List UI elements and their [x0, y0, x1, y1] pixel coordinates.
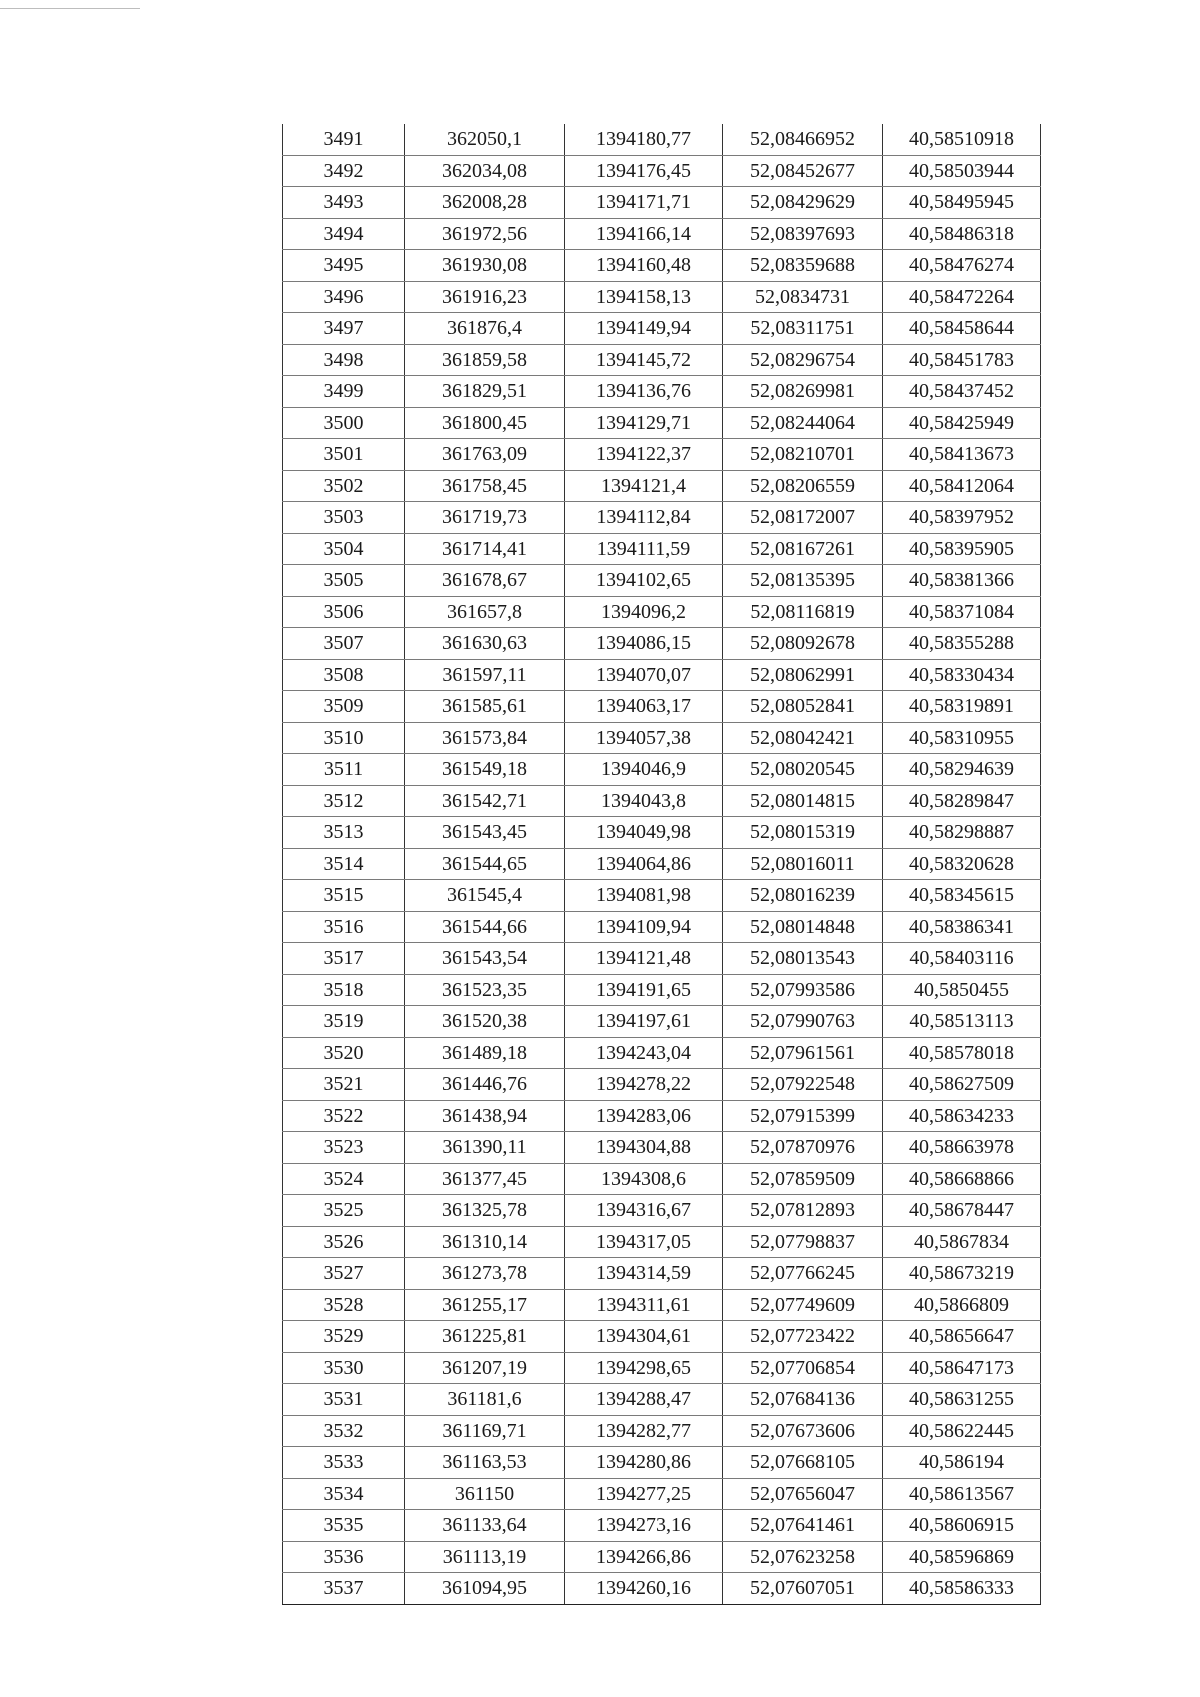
table-row	[283, 1415, 1041, 1447]
point-number-cell: 3506	[283, 596, 405, 628]
point-number-cell: 3528	[283, 1289, 405, 1321]
longitude-cell: 40,58586333	[883, 1573, 1041, 1605]
longitude-cell: 40,58289847	[883, 785, 1041, 817]
point-number-cell: 3523	[283, 1132, 405, 1164]
longitude-cell: 40,58412064	[883, 470, 1041, 502]
point-number-cell: 3531	[283, 1384, 405, 1416]
point-number-cell: 3502	[283, 470, 405, 502]
y-coordinate-cell: 1394283,06	[565, 1100, 723, 1132]
point-number-cell: 3520	[283, 1037, 405, 1069]
point-number-cell: 3533	[283, 1447, 405, 1479]
point-number-cell: 3493	[283, 187, 405, 219]
longitude-cell: 40,586194	[883, 1447, 1041, 1479]
table-row	[283, 659, 1041, 691]
x-coordinate-cell: 361573,84	[405, 722, 565, 754]
y-coordinate-cell: 1394176,45	[565, 155, 723, 187]
x-coordinate-cell: 361255,17	[405, 1289, 565, 1321]
longitude-cell: 40,58298887	[883, 817, 1041, 849]
x-coordinate-cell: 361207,19	[405, 1352, 565, 1384]
x-coordinate-cell: 361273,78	[405, 1258, 565, 1290]
table-row	[283, 1510, 1041, 1542]
table-row	[283, 1384, 1041, 1416]
longitude-cell: 40,58476274	[883, 250, 1041, 282]
latitude-cell: 52,07915399	[723, 1100, 883, 1132]
table-row	[283, 1132, 1041, 1164]
point-number-cell: 3510	[283, 722, 405, 754]
x-coordinate-cell: 362008,28	[405, 187, 565, 219]
table-row	[283, 1195, 1041, 1227]
latitude-cell: 52,0834731	[723, 281, 883, 313]
table-row	[283, 1163, 1041, 1195]
x-coordinate-cell: 361520,38	[405, 1006, 565, 1038]
y-coordinate-cell: 1394288,47	[565, 1384, 723, 1416]
point-number-cell: 3491	[283, 124, 405, 155]
longitude-cell: 40,5850455	[883, 974, 1041, 1006]
latitude-cell: 52,07870976	[723, 1132, 883, 1164]
latitude-cell: 52,07641461	[723, 1510, 883, 1542]
coordinates-table-body	[283, 124, 1041, 1604]
latitude-cell: 52,08397693	[723, 218, 883, 250]
x-coordinate-cell: 361630,63	[405, 628, 565, 660]
table-row	[283, 1541, 1041, 1573]
y-coordinate-cell: 1394122,37	[565, 439, 723, 471]
y-coordinate-cell: 1394121,4	[565, 470, 723, 502]
y-coordinate-cell: 1394171,71	[565, 187, 723, 219]
table-row	[283, 250, 1041, 282]
longitude-cell: 40,58495945	[883, 187, 1041, 219]
point-number-cell: 3505	[283, 565, 405, 597]
latitude-cell: 52,07673606	[723, 1415, 883, 1447]
x-coordinate-cell: 361545,4	[405, 880, 565, 912]
table-row	[283, 880, 1041, 912]
point-number-cell: 3537	[283, 1573, 405, 1605]
point-number-cell: 3536	[283, 1541, 405, 1573]
point-number-cell: 3500	[283, 407, 405, 439]
table-row	[283, 848, 1041, 880]
x-coordinate-cell: 361585,61	[405, 691, 565, 723]
x-coordinate-cell: 361876,4	[405, 313, 565, 345]
x-coordinate-cell: 361310,14	[405, 1226, 565, 1258]
longitude-cell: 40,58330434	[883, 659, 1041, 691]
longitude-cell: 40,58451783	[883, 344, 1041, 376]
x-coordinate-cell: 361181,6	[405, 1384, 565, 1416]
latitude-cell: 52,08014815	[723, 785, 883, 817]
latitude-cell: 52,07922548	[723, 1069, 883, 1101]
point-number-cell: 3498	[283, 344, 405, 376]
y-coordinate-cell: 1394145,72	[565, 344, 723, 376]
latitude-cell: 52,08296754	[723, 344, 883, 376]
point-number-cell: 3534	[283, 1478, 405, 1510]
x-coordinate-cell: 361094,95	[405, 1573, 565, 1605]
longitude-cell: 40,58403116	[883, 943, 1041, 975]
x-coordinate-cell: 361113,19	[405, 1541, 565, 1573]
table-row	[283, 502, 1041, 534]
point-number-cell: 3503	[283, 502, 405, 534]
y-coordinate-cell: 1394191,65	[565, 974, 723, 1006]
y-coordinate-cell: 1394063,17	[565, 691, 723, 723]
longitude-cell: 40,58578018	[883, 1037, 1041, 1069]
y-coordinate-cell: 1394096,2	[565, 596, 723, 628]
point-number-cell: 3496	[283, 281, 405, 313]
x-coordinate-cell: 361719,73	[405, 502, 565, 534]
table-row	[283, 596, 1041, 628]
latitude-cell: 52,07607051	[723, 1573, 883, 1605]
table-row	[283, 1352, 1041, 1384]
point-number-cell: 3499	[283, 376, 405, 408]
y-coordinate-cell: 1394277,25	[565, 1478, 723, 1510]
point-number-cell: 3526	[283, 1226, 405, 1258]
x-coordinate-cell: 361758,45	[405, 470, 565, 502]
table-row	[283, 470, 1041, 502]
table-row	[283, 691, 1041, 723]
longitude-cell: 40,58319891	[883, 691, 1041, 723]
y-coordinate-cell: 1394121,48	[565, 943, 723, 975]
latitude-cell: 52,08092678	[723, 628, 883, 660]
x-coordinate-cell: 361377,45	[405, 1163, 565, 1195]
table-row	[283, 817, 1041, 849]
table-row	[283, 155, 1041, 187]
longitude-cell: 40,58458644	[883, 313, 1041, 345]
longitude-cell: 40,58425949	[883, 407, 1041, 439]
x-coordinate-cell: 361446,76	[405, 1069, 565, 1101]
y-coordinate-cell: 1394278,22	[565, 1069, 723, 1101]
longitude-cell: 40,58397952	[883, 502, 1041, 534]
longitude-cell: 40,58310955	[883, 722, 1041, 754]
longitude-cell: 40,58606915	[883, 1510, 1041, 1542]
table-row	[283, 754, 1041, 786]
longitude-cell: 40,58294639	[883, 754, 1041, 786]
latitude-cell: 52,08311751	[723, 313, 883, 345]
longitude-cell: 40,58513113	[883, 1006, 1041, 1038]
longitude-cell: 40,58510918	[883, 124, 1041, 155]
x-coordinate-cell: 361763,09	[405, 439, 565, 471]
longitude-cell: 40,58596869	[883, 1541, 1041, 1573]
latitude-cell: 52,08206559	[723, 470, 883, 502]
x-coordinate-cell: 361543,45	[405, 817, 565, 849]
x-coordinate-cell: 361325,78	[405, 1195, 565, 1227]
latitude-cell: 52,08167261	[723, 533, 883, 565]
table-row	[283, 1321, 1041, 1353]
y-coordinate-cell: 1394112,84	[565, 502, 723, 534]
latitude-cell: 52,08135395	[723, 565, 883, 597]
latitude-cell: 52,08062991	[723, 659, 883, 691]
table-row	[283, 344, 1041, 376]
longitude-cell: 40,58622445	[883, 1415, 1041, 1447]
y-coordinate-cell: 1394081,98	[565, 880, 723, 912]
table-row	[283, 1100, 1041, 1132]
x-coordinate-cell: 361859,58	[405, 344, 565, 376]
y-coordinate-cell: 1394086,15	[565, 628, 723, 660]
latitude-cell: 52,07812893	[723, 1195, 883, 1227]
longitude-cell: 40,58472264	[883, 281, 1041, 313]
point-number-cell: 3511	[283, 754, 405, 786]
x-coordinate-cell: 361714,41	[405, 533, 565, 565]
point-number-cell: 3508	[283, 659, 405, 691]
latitude-cell: 52,08042421	[723, 722, 883, 754]
x-coordinate-cell: 361916,23	[405, 281, 565, 313]
latitude-cell: 52,08210701	[723, 439, 883, 471]
longitude-cell: 40,58386341	[883, 911, 1041, 943]
table-row	[283, 187, 1041, 219]
y-coordinate-cell: 1394311,61	[565, 1289, 723, 1321]
y-coordinate-cell: 1394046,9	[565, 754, 723, 786]
point-number-cell: 3504	[283, 533, 405, 565]
y-coordinate-cell: 1394064,86	[565, 848, 723, 880]
table-row	[283, 628, 1041, 660]
point-number-cell: 3516	[283, 911, 405, 943]
x-coordinate-cell: 362050,1	[405, 124, 565, 155]
x-coordinate-cell: 361800,45	[405, 407, 565, 439]
longitude-cell: 40,58486318	[883, 218, 1041, 250]
y-coordinate-cell: 1394280,86	[565, 1447, 723, 1479]
point-number-cell: 3521	[283, 1069, 405, 1101]
x-coordinate-cell: 361163,53	[405, 1447, 565, 1479]
latitude-cell: 52,08269981	[723, 376, 883, 408]
latitude-cell: 52,08466952	[723, 124, 883, 155]
latitude-cell: 52,07656047	[723, 1478, 883, 1510]
table-row	[283, 722, 1041, 754]
y-coordinate-cell: 1394273,16	[565, 1510, 723, 1542]
y-coordinate-cell: 1394136,76	[565, 376, 723, 408]
latitude-cell: 52,07749609	[723, 1289, 883, 1321]
y-coordinate-cell: 1394298,65	[565, 1352, 723, 1384]
y-coordinate-cell: 1394057,38	[565, 722, 723, 754]
x-coordinate-cell: 361523,35	[405, 974, 565, 1006]
longitude-cell: 40,58668866	[883, 1163, 1041, 1195]
y-coordinate-cell: 1394197,61	[565, 1006, 723, 1038]
point-number-cell: 3495	[283, 250, 405, 282]
latitude-cell: 52,07623258	[723, 1541, 883, 1573]
y-coordinate-cell: 1394160,48	[565, 250, 723, 282]
x-coordinate-cell: 361829,51	[405, 376, 565, 408]
longitude-cell: 40,58663978	[883, 1132, 1041, 1164]
latitude-cell: 52,07859509	[723, 1163, 883, 1195]
y-coordinate-cell: 1394109,94	[565, 911, 723, 943]
point-number-cell: 3532	[283, 1415, 405, 1447]
longitude-cell: 40,58634233	[883, 1100, 1041, 1132]
y-coordinate-cell: 1394316,67	[565, 1195, 723, 1227]
table-row	[283, 313, 1041, 345]
point-number-cell: 3494	[283, 218, 405, 250]
x-coordinate-cell: 361657,8	[405, 596, 565, 628]
x-coordinate-cell: 361169,71	[405, 1415, 565, 1447]
table-row	[283, 281, 1041, 313]
y-coordinate-cell: 1394304,88	[565, 1132, 723, 1164]
y-coordinate-cell: 1394070,07	[565, 659, 723, 691]
table-row	[283, 943, 1041, 975]
table-row	[283, 407, 1041, 439]
latitude-cell: 52,08429629	[723, 187, 883, 219]
y-coordinate-cell: 1394180,77	[565, 124, 723, 155]
point-number-cell: 3519	[283, 1006, 405, 1038]
x-coordinate-cell: 362034,08	[405, 155, 565, 187]
latitude-cell: 52,08172007	[723, 502, 883, 534]
latitude-cell: 52,07990763	[723, 1006, 883, 1038]
longitude-cell: 40,58371084	[883, 596, 1041, 628]
table-row	[283, 1037, 1041, 1069]
table-row	[283, 1573, 1041, 1605]
latitude-cell: 52,08016011	[723, 848, 883, 880]
table-row	[283, 376, 1041, 408]
y-coordinate-cell: 1394308,6	[565, 1163, 723, 1195]
longitude-cell: 40,58345615	[883, 880, 1041, 912]
table-row	[283, 124, 1041, 155]
latitude-cell: 52,07961561	[723, 1037, 883, 1069]
y-coordinate-cell: 1394282,77	[565, 1415, 723, 1447]
latitude-cell: 52,08015319	[723, 817, 883, 849]
longitude-cell: 40,58673219	[883, 1258, 1041, 1290]
longitude-cell: 40,58656647	[883, 1321, 1041, 1353]
x-coordinate-cell: 361150	[405, 1478, 565, 1510]
table-row	[283, 439, 1041, 471]
longitude-cell: 40,5867834	[883, 1226, 1041, 1258]
point-number-cell: 3527	[283, 1258, 405, 1290]
longitude-cell: 40,58647173	[883, 1352, 1041, 1384]
point-number-cell: 3517	[283, 943, 405, 975]
point-number-cell: 3509	[283, 691, 405, 723]
longitude-cell: 40,58437452	[883, 376, 1041, 408]
latitude-cell: 52,08244064	[723, 407, 883, 439]
table-row	[283, 974, 1041, 1006]
point-number-cell: 3518	[283, 974, 405, 1006]
y-coordinate-cell: 1394149,94	[565, 313, 723, 345]
table-row	[283, 1289, 1041, 1321]
latitude-cell: 52,07766245	[723, 1258, 883, 1290]
longitude-cell: 40,58613567	[883, 1478, 1041, 1510]
coordinates-table-wrapper	[282, 124, 1040, 1605]
x-coordinate-cell: 361972,56	[405, 218, 565, 250]
point-number-cell: 3507	[283, 628, 405, 660]
x-coordinate-cell: 361597,11	[405, 659, 565, 691]
x-coordinate-cell: 361489,18	[405, 1037, 565, 1069]
latitude-cell: 52,08452677	[723, 155, 883, 187]
latitude-cell: 52,07684136	[723, 1384, 883, 1416]
table-row	[283, 1006, 1041, 1038]
latitude-cell: 52,07993586	[723, 974, 883, 1006]
latitude-cell: 52,08016239	[723, 880, 883, 912]
point-number-cell: 3501	[283, 439, 405, 471]
point-number-cell: 3497	[283, 313, 405, 345]
point-number-cell: 3512	[283, 785, 405, 817]
y-coordinate-cell: 1394049,98	[565, 817, 723, 849]
x-coordinate-cell: 361543,54	[405, 943, 565, 975]
y-coordinate-cell: 1394102,65	[565, 565, 723, 597]
table-row	[283, 785, 1041, 817]
point-number-cell: 3492	[283, 155, 405, 187]
table-row	[283, 911, 1041, 943]
longitude-cell: 40,58413673	[883, 439, 1041, 471]
latitude-cell: 52,08359688	[723, 250, 883, 282]
longitude-cell: 40,58631255	[883, 1384, 1041, 1416]
y-coordinate-cell: 1394158,13	[565, 281, 723, 313]
table-row	[283, 1226, 1041, 1258]
point-number-cell: 3513	[283, 817, 405, 849]
y-coordinate-cell: 1394243,04	[565, 1037, 723, 1069]
latitude-cell: 52,07798837	[723, 1226, 883, 1258]
x-coordinate-cell: 361438,94	[405, 1100, 565, 1132]
y-coordinate-cell: 1394129,71	[565, 407, 723, 439]
x-coordinate-cell: 361225,81	[405, 1321, 565, 1353]
y-coordinate-cell: 1394266,86	[565, 1541, 723, 1573]
table-row	[283, 1069, 1041, 1101]
latitude-cell: 52,07706854	[723, 1352, 883, 1384]
table-row	[283, 565, 1041, 597]
x-coordinate-cell: 361542,71	[405, 785, 565, 817]
longitude-cell: 40,58627509	[883, 1069, 1041, 1101]
longitude-cell: 40,58503944	[883, 155, 1041, 187]
x-coordinate-cell: 361390,11	[405, 1132, 565, 1164]
longitude-cell: 40,58355288	[883, 628, 1041, 660]
y-coordinate-cell: 1394314,59	[565, 1258, 723, 1290]
latitude-cell: 52,07723422	[723, 1321, 883, 1353]
longitude-cell: 40,58320628	[883, 848, 1041, 880]
y-coordinate-cell: 1394304,61	[565, 1321, 723, 1353]
x-coordinate-cell: 361930,08	[405, 250, 565, 282]
point-number-cell: 3525	[283, 1195, 405, 1227]
x-coordinate-cell: 361544,65	[405, 848, 565, 880]
x-coordinate-cell: 361133,64	[405, 1510, 565, 1542]
y-coordinate-cell: 1394260,16	[565, 1573, 723, 1605]
y-coordinate-cell: 1394317,05	[565, 1226, 723, 1258]
y-coordinate-cell: 1394166,14	[565, 218, 723, 250]
point-number-cell: 3522	[283, 1100, 405, 1132]
table-row	[283, 533, 1041, 565]
point-number-cell: 3524	[283, 1163, 405, 1195]
scan-mark-top	[0, 8, 140, 9]
table-row	[283, 218, 1041, 250]
latitude-cell: 52,08020545	[723, 754, 883, 786]
table-row	[283, 1447, 1041, 1479]
point-number-cell: 3530	[283, 1352, 405, 1384]
latitude-cell: 52,07668105	[723, 1447, 883, 1479]
table-row	[283, 1478, 1041, 1510]
latitude-cell: 52,08013543	[723, 943, 883, 975]
longitude-cell: 40,58381366	[883, 565, 1041, 597]
x-coordinate-cell: 361549,18	[405, 754, 565, 786]
coordinates-table	[282, 124, 1041, 1605]
longitude-cell: 40,58395905	[883, 533, 1041, 565]
table-row	[283, 1258, 1041, 1290]
point-number-cell: 3535	[283, 1510, 405, 1542]
point-number-cell: 3529	[283, 1321, 405, 1353]
y-coordinate-cell: 1394111,59	[565, 533, 723, 565]
longitude-cell: 40,5866809	[883, 1289, 1041, 1321]
latitude-cell: 52,08014848	[723, 911, 883, 943]
point-number-cell: 3515	[283, 880, 405, 912]
latitude-cell: 52,08052841	[723, 691, 883, 723]
x-coordinate-cell: 361678,67	[405, 565, 565, 597]
longitude-cell: 40,58678447	[883, 1195, 1041, 1227]
point-number-cell: 3514	[283, 848, 405, 880]
x-coordinate-cell: 361544,66	[405, 911, 565, 943]
latitude-cell: 52,08116819	[723, 596, 883, 628]
y-coordinate-cell: 1394043,8	[565, 785, 723, 817]
